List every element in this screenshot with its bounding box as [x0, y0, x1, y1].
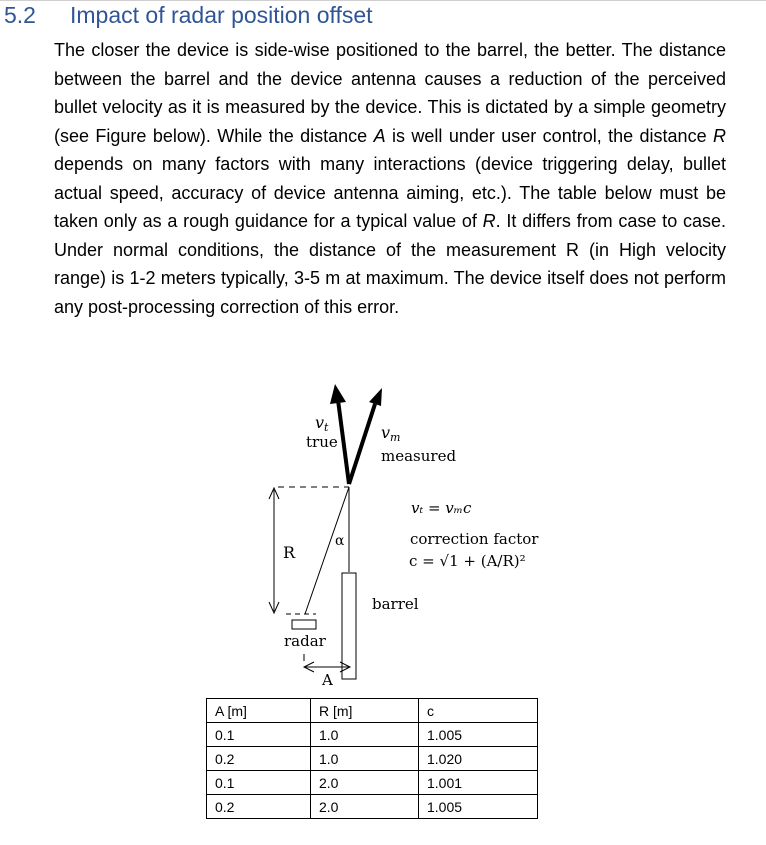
vm-subscript: m — [390, 431, 401, 444]
cell-a: 0.2 — [207, 795, 311, 819]
correction-table — [206, 698, 538, 819]
header-c: c — [419, 699, 538, 723]
paragraph-var-r: R — [713, 125, 726, 146]
cell-r: 2.0 — [311, 771, 419, 795]
barrel-shape — [342, 573, 356, 679]
formula-correction: c = √1 + (A/R)² — [409, 552, 526, 570]
table-row — [207, 723, 538, 747]
paragraph-text-1: The closer the device is side-wise positioned to the barrel, the better. The distance between the barrel and the device antenna causes a reduction of the perceived bullet velocity as it is measured by the device. This is dictated by a simple geometry (see Figure below). While the distance — [54, 40, 726, 146]
vt-arrow-head — [330, 384, 346, 404]
header-r: R [m] — [311, 699, 419, 723]
paragraph-var-a: A — [373, 125, 386, 146]
cell-c: 1.020 — [419, 747, 538, 771]
vm-label — [381, 423, 400, 444]
vt-caption: true — [306, 433, 338, 451]
header-a: A [m] — [207, 699, 311, 723]
vm-caption: measured — [381, 447, 457, 465]
vt-arrow-shaft — [338, 400, 349, 484]
cell-a: 0.2 — [207, 747, 311, 771]
cell-a: 0.1 — [207, 771, 311, 795]
paragraph-text-4: . It differs from case to case. Under normal conditions, the distance of the measurement R (in High velocity range) is 1-2 meters typically, 3-5 m at maximum. The device itself does not perform any post-processing correction of this error. — [54, 211, 726, 317]
formula-correction-label: correction factor — [410, 530, 539, 548]
cell-r: 1.0 — [311, 747, 419, 771]
cell-r: 2.0 — [311, 795, 419, 819]
table-row — [207, 771, 538, 795]
paragraph-text-2: is well under user control, the distance — [385, 125, 713, 146]
table-header-row — [207, 699, 538, 723]
vt-subscript: t — [324, 421, 329, 434]
cell-c: 1.005 — [419, 723, 538, 747]
radar-shape — [292, 620, 316, 629]
cell-c: 1.005 — [419, 795, 538, 819]
table — [206, 698, 538, 819]
cell-c: 1.001 — [419, 771, 538, 795]
formula-velocity: vₜ = vₘc — [411, 499, 472, 517]
vm-arrow-head — [369, 388, 382, 406]
cell-r: 1.0 — [311, 723, 419, 747]
cell-a: 0.1 — [207, 723, 311, 747]
paragraph-var-r-2: R — [482, 211, 496, 231]
paragraph-text-3: depends on many factors with many interactions (device triggering delay, bullet actual speed, accuracy of device antenna aiming, etc.). The table below must be taken only as a rough guidance for a typical value of — [54, 154, 726, 231]
alpha-label: α — [335, 533, 345, 549]
vt-symbol: v — [315, 413, 325, 432]
vm-arrow-shaft — [349, 404, 375, 484]
barrel-label: barrel — [372, 595, 419, 613]
table-row — [207, 747, 538, 771]
vm-symbol: v — [381, 423, 391, 442]
section-title: Impact of radar position offset — [70, 2, 373, 28]
table-row — [207, 795, 538, 819]
r-label: R — [283, 543, 296, 562]
section-number: 5.2 — [4, 2, 36, 28]
vt-label — [315, 413, 329, 434]
radar-label: radar — [284, 632, 326, 650]
a-label: A — [322, 671, 333, 689]
